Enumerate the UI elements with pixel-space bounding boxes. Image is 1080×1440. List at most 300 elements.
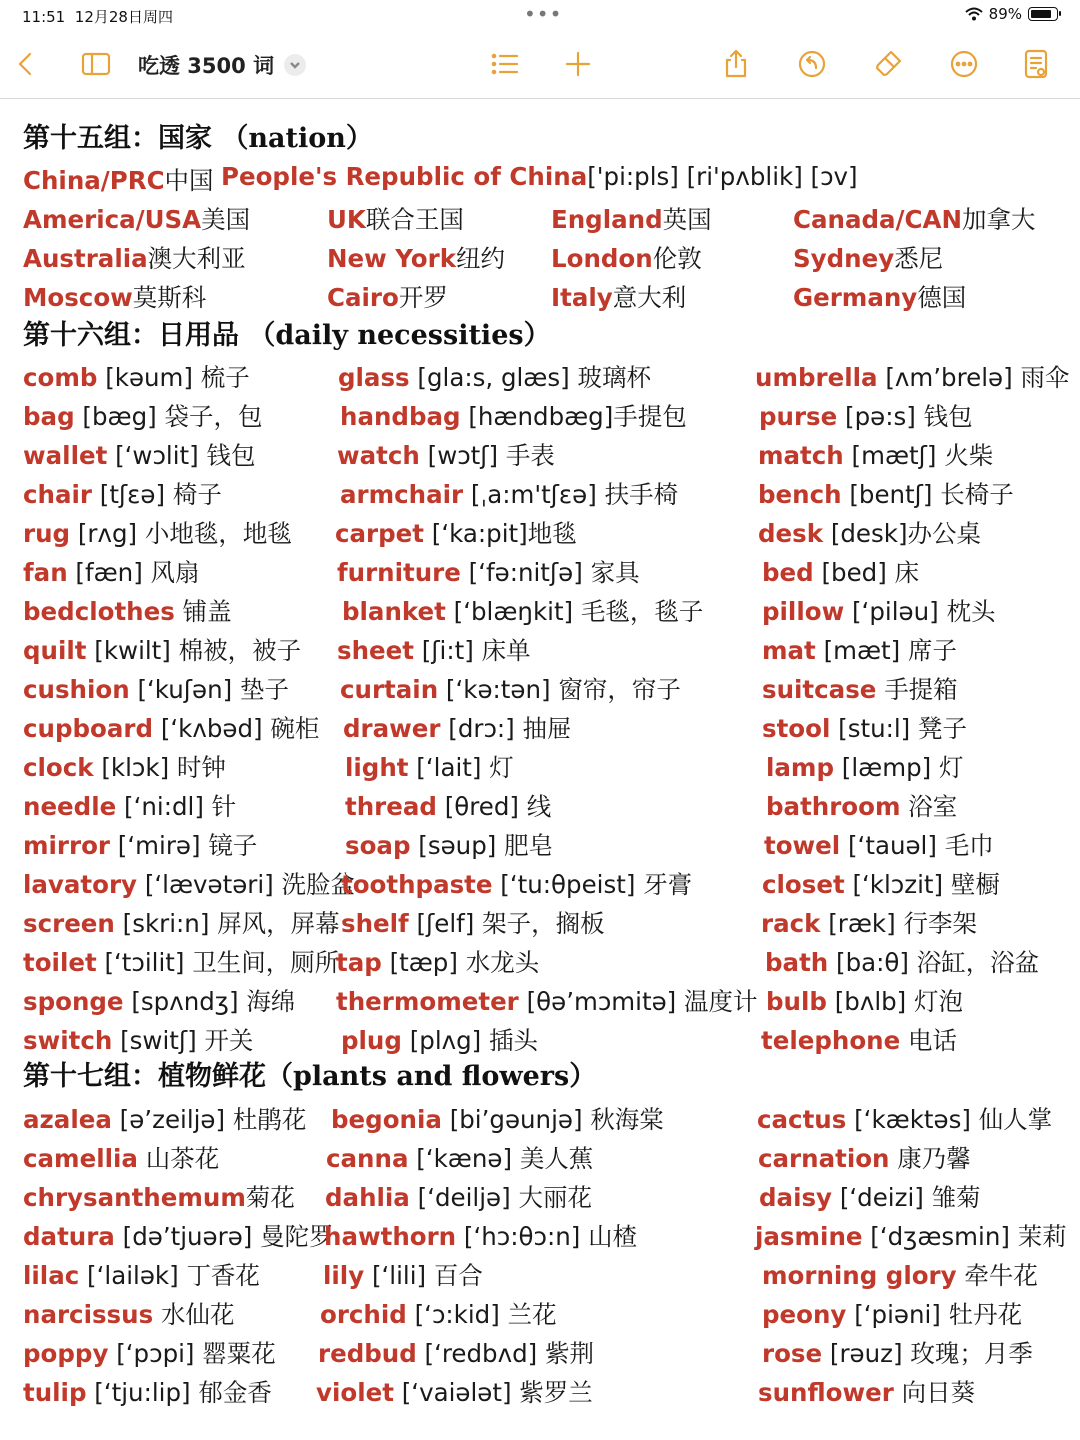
document-title-text: 吃透 3500 词 bbox=[138, 54, 275, 78]
vocab-word: desk bbox=[758, 519, 824, 548]
vocab-entry bbox=[23, 1022, 253, 1057]
vocab-entry bbox=[23, 1374, 272, 1409]
vocab-entry bbox=[338, 359, 651, 394]
vocab-meaning: 澳大利亚 bbox=[147, 244, 246, 273]
vocab-word: Canada/CAN bbox=[793, 205, 962, 234]
vocab-meaning: 水龙头 bbox=[465, 948, 540, 977]
vocab-word: mat bbox=[762, 636, 816, 665]
vocab-phonetic: [rʌg] bbox=[70, 519, 145, 548]
vocab-meaning: 玻璃杯 bbox=[577, 363, 651, 392]
list-icon bbox=[489, 48, 521, 80]
vocab-row bbox=[0, 1214, 1080, 1253]
vocab-word: fan bbox=[23, 558, 68, 587]
vocab-word: bulb bbox=[766, 987, 827, 1016]
vocab-entry bbox=[762, 1335, 1033, 1370]
vocab-meaning: 地毯 bbox=[527, 519, 577, 548]
vocab-word: towel bbox=[764, 831, 841, 860]
vocab-word: light bbox=[345, 753, 409, 782]
vocab-phonetic bbox=[900, 1026, 908, 1055]
vocab-meaning: 窗帘，帘子 bbox=[558, 675, 681, 704]
vocab-row bbox=[0, 784, 1080, 823]
vocab-phonetic: [‘dʒæsmin] bbox=[862, 1222, 1018, 1251]
vocab-meaning: 肥皂 bbox=[504, 831, 554, 860]
vocab-phonetic: [ʃelf] bbox=[408, 909, 483, 938]
vocab-word: bench bbox=[758, 480, 842, 509]
vocab-entry bbox=[341, 866, 692, 901]
vocab-word: hawthorn bbox=[324, 1222, 457, 1251]
vocab-word: orchid bbox=[320, 1300, 407, 1329]
vocab-phonetic: [‘kænə] bbox=[408, 1144, 520, 1173]
vocab-entry bbox=[336, 944, 539, 979]
paintbrush-icon bbox=[872, 48, 904, 80]
vocab-meaning: 袋子，包 bbox=[164, 402, 263, 431]
vocab-meaning: 牙膏 bbox=[643, 870, 693, 899]
vocab-phonetic: [‘lævətəri] bbox=[137, 870, 282, 899]
vocab-entry bbox=[758, 476, 1014, 511]
vocab-word: cushion bbox=[23, 675, 130, 704]
vocab-word: bath bbox=[765, 948, 829, 977]
vocab-entry bbox=[23, 1335, 276, 1370]
vocab-meaning: 加拿大 bbox=[961, 205, 1036, 234]
vocab-word: morning glory bbox=[762, 1261, 957, 1290]
vocab-meaning: 罂粟花 bbox=[202, 1339, 276, 1368]
vocab-meaning: 牡丹花 bbox=[948, 1300, 1023, 1329]
vocab-row bbox=[0, 1136, 1080, 1175]
list-format-button[interactable] bbox=[487, 46, 523, 82]
vocab-row bbox=[0, 158, 1080, 197]
vocab-meaning: 联合王国 bbox=[365, 205, 464, 234]
vocab-word: cactus bbox=[757, 1105, 847, 1134]
vocab-word: People's Republic of China bbox=[221, 162, 588, 191]
vocab-word: jasmine bbox=[755, 1222, 863, 1251]
vocab-word: azalea bbox=[23, 1105, 112, 1134]
vocab-entry bbox=[758, 437, 993, 472]
vocab-row bbox=[0, 901, 1080, 940]
vocab-word: lamp bbox=[766, 753, 834, 782]
vocab-row bbox=[0, 589, 1080, 628]
vocab-entry bbox=[23, 905, 340, 940]
vocab-row bbox=[0, 1253, 1080, 1292]
vocab-word: China/PRC bbox=[23, 166, 165, 195]
vocab-row bbox=[0, 472, 1080, 511]
vocab-entry bbox=[551, 201, 712, 236]
vocab-word: thread bbox=[345, 792, 437, 821]
vocab-meaning: 浴室 bbox=[908, 792, 958, 821]
vocab-phonetic: [‘tɔilit] bbox=[96, 948, 193, 977]
vocab-entry bbox=[340, 671, 681, 706]
vocab-entry bbox=[23, 1101, 306, 1136]
vocab-word: furniture bbox=[337, 558, 461, 587]
vocab-meaning: 悉尼 bbox=[894, 244, 944, 273]
vocab-meaning: 百合 bbox=[433, 1261, 483, 1290]
vocab-phonetic: [fæn] bbox=[67, 558, 151, 587]
vocab-word: daisy bbox=[759, 1183, 833, 1212]
vocab-meaning: 伦敦 bbox=[652, 244, 702, 273]
vocab-entry bbox=[320, 1296, 557, 1331]
undo-icon bbox=[796, 48, 828, 80]
vocab-entry bbox=[758, 1374, 975, 1409]
vocab-entry bbox=[762, 710, 967, 745]
vocab-word: canna bbox=[326, 1144, 409, 1173]
vocab-word: soap bbox=[345, 831, 411, 860]
vocab-phonetic: [‘tauəl] bbox=[840, 831, 945, 860]
vocab-phonetic: [‘vaiələt] bbox=[393, 1378, 520, 1407]
vocab-meaning: 线 bbox=[526, 792, 552, 821]
vocab-entry bbox=[323, 1257, 483, 1292]
vocab-row bbox=[0, 355, 1080, 394]
vocab-entry bbox=[23, 983, 295, 1018]
vocab-phonetic: [‘kæktəs] bbox=[846, 1105, 979, 1134]
vocab-word: UK bbox=[327, 205, 366, 234]
vocab-meaning: 扶手椅 bbox=[604, 480, 679, 509]
vocab-row bbox=[0, 197, 1080, 236]
vocab-phonetic: [kwilt] bbox=[86, 636, 179, 665]
vocab-word: poppy bbox=[23, 1339, 109, 1368]
vocab-entry bbox=[23, 1140, 219, 1175]
vocab-phonetic: [rəuz] bbox=[822, 1339, 911, 1368]
vocab-row bbox=[0, 433, 1080, 472]
vocab-entry bbox=[325, 1179, 592, 1214]
vocab-word: Italy bbox=[551, 283, 613, 312]
vocab-meaning: 手表 bbox=[505, 441, 555, 470]
vocab-meaning: 架子，搁板 bbox=[482, 909, 605, 938]
vocab-word: dahlia bbox=[325, 1183, 410, 1212]
wifi-icon bbox=[965, 7, 983, 21]
vocab-row bbox=[0, 236, 1080, 275]
vocab-word: begonia bbox=[331, 1105, 442, 1134]
vocab-word: Germany bbox=[793, 283, 918, 312]
vocab-entry bbox=[23, 593, 232, 628]
vocab-phonetic: [bi’gəunjə] bbox=[441, 1105, 591, 1134]
vocab-phonetic: [bentʃ] bbox=[841, 480, 941, 509]
vocab-entry bbox=[337, 437, 555, 472]
vocab-phonetic: [θred] bbox=[436, 792, 527, 821]
vocab-entry bbox=[23, 240, 246, 275]
status-bar bbox=[0, 0, 1080, 30]
vocab-word: pillow bbox=[762, 597, 845, 626]
vocab-phonetic: [desk] bbox=[823, 519, 908, 548]
undo-button[interactable] bbox=[794, 46, 830, 82]
vocab-row bbox=[0, 511, 1080, 550]
vocab-meaning: 壁橱 bbox=[950, 870, 1000, 899]
vocab-meaning: 康乃馨 bbox=[897, 1144, 971, 1173]
vocab-meaning: 山楂 bbox=[588, 1222, 638, 1251]
chevron-left-icon bbox=[10, 48, 42, 80]
vocab-row bbox=[0, 1292, 1080, 1331]
vocab-meaning: 温度计 bbox=[684, 987, 758, 1016]
vocab-meaning: 插头 bbox=[489, 1026, 539, 1055]
vocab-meaning: 卫生间，厕所 bbox=[192, 948, 340, 977]
vocab-entry bbox=[766, 983, 963, 1018]
vocab-word: screen bbox=[23, 909, 115, 938]
vocab-word: lavatory bbox=[23, 870, 138, 899]
vocab-word: armchair bbox=[340, 480, 464, 509]
vocab-phonetic: [stu:l] bbox=[830, 714, 919, 743]
vocab-meaning: 意大利 bbox=[612, 283, 687, 312]
vocab-word: violet bbox=[316, 1378, 394, 1407]
vocab-entry bbox=[345, 788, 551, 823]
vocab-word: carnation bbox=[758, 1144, 890, 1173]
vocab-meaning: 屏风，屏幕 bbox=[217, 909, 340, 938]
vocab-phonetic: [‘ka:pit] bbox=[424, 519, 528, 548]
vocab-row bbox=[0, 862, 1080, 901]
vocab-row bbox=[0, 706, 1080, 745]
vocab-word: thermometer bbox=[336, 987, 519, 1016]
vocab-meaning: 菊花 bbox=[245, 1183, 295, 1212]
vocab-entry bbox=[759, 398, 973, 433]
vocab-word: stool bbox=[762, 714, 831, 743]
vocab-phonetic: [‘ni:dl] bbox=[116, 792, 212, 821]
vocab-meaning: 钱包 bbox=[923, 402, 973, 431]
vocab-meaning: 垫子 bbox=[239, 675, 289, 704]
vocab-phonetic: [‘hɔ:θɔ:n] bbox=[456, 1222, 589, 1251]
vocab-word: drawer bbox=[343, 714, 441, 743]
vocab-meaning: 水仙花 bbox=[160, 1300, 235, 1329]
vocab-meaning: 小地毯，地毯 bbox=[144, 519, 292, 548]
vocab-meaning: 德国 bbox=[917, 283, 967, 312]
sidebar-icon bbox=[80, 48, 112, 80]
vocab-meaning: 行李架 bbox=[903, 909, 977, 938]
vocab-meaning: 长椅子 bbox=[940, 480, 1014, 509]
vocab-phonetic: [hændbæg] bbox=[460, 402, 614, 431]
status-time: 11:51 12月28日周四 bbox=[22, 8, 173, 26]
vocab-word: bedclothes bbox=[23, 597, 175, 626]
more-button[interactable] bbox=[946, 46, 982, 82]
vocab-meaning: 床单 bbox=[481, 636, 531, 665]
vocab-entry bbox=[331, 1101, 664, 1136]
vocab-entry bbox=[23, 710, 319, 745]
vocab-word: narcissus bbox=[23, 1300, 154, 1329]
vocab-phonetic: [‘redbʌd] bbox=[416, 1339, 546, 1368]
vocab-entry bbox=[761, 1022, 957, 1057]
vocab-phonetic: [‘tu:θpeist] bbox=[492, 870, 644, 899]
vocab-phonetic: [switʃ] bbox=[112, 1026, 205, 1055]
vocab-entry bbox=[23, 162, 214, 197]
vocab-phonetic: [‘lili] bbox=[364, 1261, 434, 1290]
vocab-phonetic: [tʃεə] bbox=[91, 480, 173, 509]
vocab-word: plug bbox=[341, 1026, 402, 1055]
toolbar bbox=[0, 30, 1080, 99]
vocab-meaning: 灯泡 bbox=[914, 987, 964, 1016]
vocab-phonetic: [skri:n] bbox=[114, 909, 218, 938]
vocab-entry bbox=[327, 279, 448, 314]
vocab-meaning: 手提包 bbox=[613, 402, 687, 431]
vocab-row bbox=[0, 979, 1080, 1018]
status-right bbox=[965, 5, 1058, 23]
vocab-phonetic: [‘tju:lip] bbox=[86, 1378, 199, 1407]
vocab-phonetic bbox=[138, 1144, 146, 1173]
vocab-word: clock bbox=[23, 753, 94, 782]
vocab-meaning: 紫荆 bbox=[545, 1339, 595, 1368]
vocab-meaning: 雏菊 bbox=[931, 1183, 981, 1212]
vocab-entry bbox=[341, 905, 605, 940]
vocab-entry bbox=[758, 1140, 971, 1175]
vocab-word: Cairo bbox=[327, 283, 399, 312]
vocab-phonetic: [‘klɔzit] bbox=[844, 870, 951, 899]
vocab-meaning: 中国 bbox=[164, 166, 214, 195]
vocab-word: comb bbox=[23, 363, 98, 392]
back-button[interactable] bbox=[8, 46, 44, 82]
vocab-entry bbox=[337, 554, 640, 589]
plus-icon bbox=[562, 48, 594, 80]
vocab-meaning: 山茶花 bbox=[145, 1144, 220, 1173]
vocab-meaning: 丁香花 bbox=[186, 1261, 260, 1290]
vocab-entry bbox=[766, 788, 957, 823]
vocab-word: bed bbox=[762, 558, 814, 587]
chevron-down-icon[interactable] bbox=[284, 54, 306, 76]
vocab-meaning: 海绵 bbox=[246, 987, 296, 1016]
reading-view-button[interactable] bbox=[1018, 46, 1054, 82]
vocab-phonetic: [‘pɔpi] bbox=[108, 1339, 203, 1368]
vocab-meaning: 牵牛花 bbox=[964, 1261, 1038, 1290]
vocab-phonetic: [ba:θ] bbox=[828, 948, 917, 977]
vocab-row bbox=[0, 394, 1080, 433]
vocab-phonetic bbox=[175, 597, 183, 626]
vocab-phonetic: [‘wɔlit] bbox=[107, 441, 207, 470]
vocab-meaning: 开罗 bbox=[398, 283, 448, 312]
vocab-meaning: 家具 bbox=[590, 558, 640, 587]
vocab-word: Australia bbox=[23, 244, 148, 273]
vocab-entry bbox=[761, 905, 977, 940]
vocab-word: tulip bbox=[23, 1378, 87, 1407]
vocab-entry bbox=[23, 671, 289, 706]
vocab-entry bbox=[23, 827, 257, 862]
vocab-entry bbox=[327, 240, 505, 275]
vocab-entry bbox=[755, 1218, 1067, 1253]
vocab-meaning: 莫斯科 bbox=[132, 283, 207, 312]
vocab-entry bbox=[340, 476, 678, 511]
multitasking-dots-icon[interactable]: ••• bbox=[524, 2, 563, 26]
vocab-word: match bbox=[758, 441, 844, 470]
vocab-row bbox=[0, 1018, 1080, 1057]
vocab-word: glass bbox=[338, 363, 410, 392]
vocab-word: toothpaste bbox=[341, 870, 493, 899]
vocab-word: wallet bbox=[23, 441, 108, 470]
vocab-meaning: 办公桌 bbox=[907, 519, 982, 548]
vocab-row bbox=[0, 940, 1080, 979]
vocab-word: chair bbox=[23, 480, 92, 509]
vocab-word: curtain bbox=[340, 675, 439, 704]
vocab-entry bbox=[757, 1101, 1052, 1136]
vocab-phonetic: [‘mirə] bbox=[110, 831, 209, 860]
vocab-meaning: 纽约 bbox=[455, 244, 505, 273]
vocab-entry bbox=[23, 554, 200, 589]
vocab-entry bbox=[324, 1218, 637, 1253]
vocab-entry bbox=[23, 632, 301, 667]
vocab-meaning: 大丽花 bbox=[518, 1183, 592, 1212]
vocab-meaning: 镜子 bbox=[208, 831, 258, 860]
vocab-word: needle bbox=[23, 792, 117, 821]
sidebar-button[interactable] bbox=[78, 46, 114, 82]
vocab-entry bbox=[793, 279, 966, 314]
vocab-meaning: 毛巾 bbox=[944, 831, 994, 860]
vocab-entry bbox=[23, 437, 256, 472]
vocab-meaning: 英国 bbox=[662, 205, 712, 234]
vocab-word: New York bbox=[327, 244, 456, 273]
vocab-phonetic: [drɔ:] bbox=[440, 714, 523, 743]
vocab-entry bbox=[23, 476, 222, 511]
vocab-word: closet bbox=[762, 870, 845, 899]
vocab-entry bbox=[793, 240, 943, 275]
vocab-meaning: 席子 bbox=[908, 636, 958, 665]
vocab-meaning: 开关 bbox=[204, 1026, 254, 1055]
vocab-entry bbox=[318, 1335, 594, 1370]
vocab-word: quilt bbox=[23, 636, 87, 665]
vocab-entry bbox=[762, 593, 995, 628]
vocab-phonetic: [ə’zeiljə] bbox=[111, 1105, 233, 1134]
vocab-meaning: 手提箱 bbox=[884, 675, 958, 704]
vocab-entry bbox=[343, 710, 572, 745]
vocab-phonetic: [bed] bbox=[813, 558, 895, 587]
vocab-word: bathroom bbox=[766, 792, 901, 821]
vocab-entry bbox=[221, 162, 858, 191]
vocab-entry bbox=[316, 1374, 593, 1409]
vocab-word: datura bbox=[23, 1222, 115, 1251]
vocab-meaning: 棉被，被子 bbox=[178, 636, 302, 665]
vocab-phonetic: [wɔtʃ] bbox=[419, 441, 506, 470]
vocab-meaning: 碗柜 bbox=[270, 714, 320, 743]
vocab-entry bbox=[23, 866, 355, 901]
document-title[interactable] bbox=[138, 50, 306, 80]
vocab-word: tap bbox=[336, 948, 382, 977]
vocab-word: toilet bbox=[23, 948, 97, 977]
vocab-meaning: 仙人掌 bbox=[978, 1105, 1053, 1134]
vocab-entry bbox=[23, 398, 262, 433]
vocab-row bbox=[0, 823, 1080, 862]
vocab-meaning: 时钟 bbox=[176, 753, 226, 782]
vocab-row bbox=[0, 1175, 1080, 1214]
vocab-entry bbox=[762, 554, 919, 589]
vocab-meaning: 床 bbox=[894, 558, 920, 587]
vocab-meaning: 兰花 bbox=[507, 1300, 557, 1329]
vocab-meaning: 茉莉 bbox=[1017, 1222, 1067, 1251]
section-heading: 第十七组：植物鲜花（plants and flowers） bbox=[23, 1061, 597, 1092]
vocab-entry bbox=[793, 201, 1035, 236]
vocab-phonetic: [tæp] bbox=[381, 948, 466, 977]
vocab-word: lily bbox=[323, 1261, 365, 1290]
add-button[interactable] bbox=[560, 46, 596, 82]
vocab-word: sponge bbox=[23, 987, 124, 1016]
vocab-entry bbox=[755, 359, 1069, 394]
vocab-entry bbox=[337, 632, 531, 667]
vocab-meaning: 电话 bbox=[908, 1026, 958, 1055]
section-heading: 第十五组：国家 （nation） bbox=[23, 123, 373, 154]
vocab-row bbox=[0, 628, 1080, 667]
vocab-phonetic: [spʌndʒ] bbox=[123, 987, 247, 1016]
vocab-entry bbox=[335, 515, 577, 550]
vocab-word: blanket bbox=[342, 597, 446, 626]
vocab-phonetic: ['pi:pls] [ri'pʌblik] [ɔv] bbox=[587, 162, 858, 191]
vocab-word: rack bbox=[761, 909, 821, 938]
vocab-meaning: 曼陀罗 bbox=[260, 1222, 334, 1251]
vocab-word: redbud bbox=[318, 1339, 417, 1368]
vocab-entry bbox=[23, 1179, 295, 1214]
vocab-row bbox=[0, 1370, 1080, 1409]
vocab-word: mirror bbox=[23, 831, 111, 860]
vocab-meaning: 紫罗兰 bbox=[519, 1378, 593, 1407]
share-button[interactable] bbox=[718, 46, 754, 82]
vocab-meaning: 火柴 bbox=[944, 441, 994, 470]
vocab-word: America/USA bbox=[23, 205, 202, 234]
vocab-phonetic: [‘deizi] bbox=[832, 1183, 932, 1212]
format-brush-button[interactable] bbox=[870, 46, 906, 82]
vocab-meaning: 洗脸盆 bbox=[281, 870, 356, 899]
vocab-entry bbox=[23, 749, 226, 784]
vocab-entry bbox=[23, 944, 339, 979]
vocab-meaning: 灯 bbox=[489, 753, 514, 782]
vocab-entry bbox=[759, 1179, 981, 1214]
vocab-meaning: 灯 bbox=[938, 753, 964, 782]
